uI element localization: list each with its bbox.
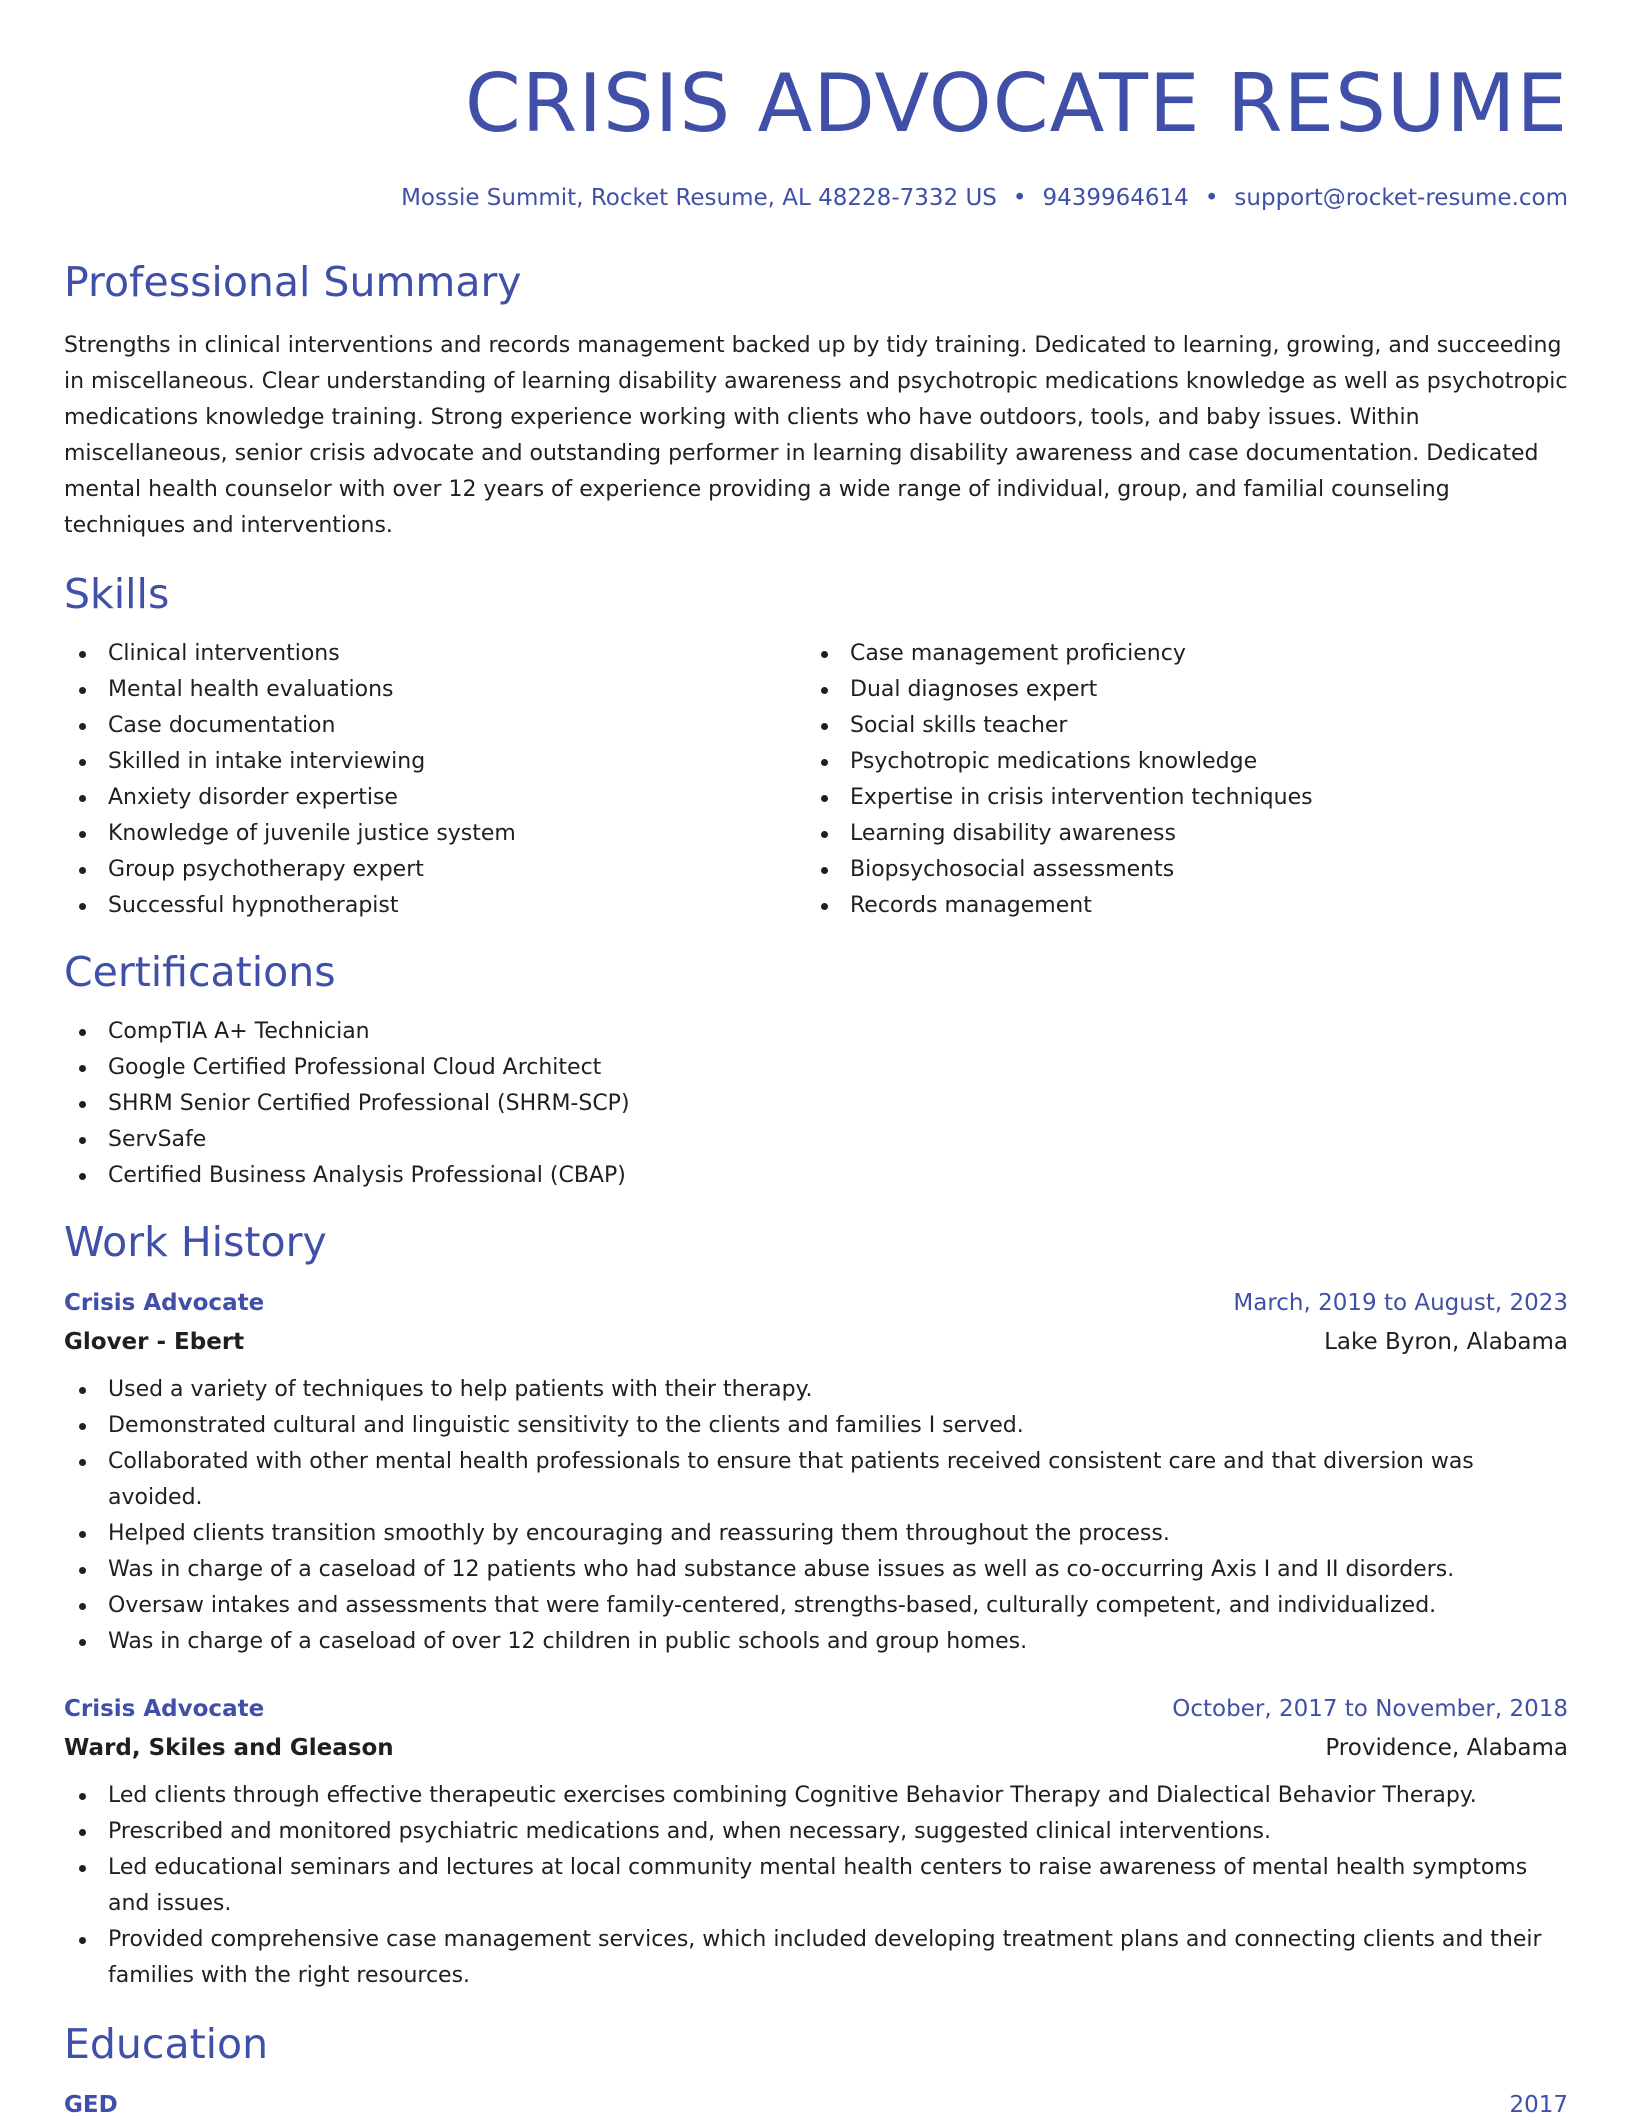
skill-item: Group psychotherapy expert [64,852,806,888]
education-heading: Education [64,2020,269,2068]
skills-heading: Skills [64,570,170,618]
duty-item: Demonstrated cultural and linguistic sensitivity to the clients and families I served. [64,1408,1568,1444]
skill-item: Anxiety disorder expertise [64,780,806,816]
resume-page [64,0,1568,2124]
contact-phone: 9439964614 [1042,185,1189,211]
education-degree: GED [64,2092,118,2118]
skill-item: Knowledge of juvenile justice system [64,816,806,852]
job-entry [64,1284,1568,1660]
skill-item: Case management proficiency [806,636,1548,672]
education-year: 2017 [1509,2092,1568,2118]
certification-item: Google Certified Professional Cloud Architect [64,1050,1568,1086]
work-history-heading: Work History [64,1218,327,1266]
job-location: Lake Byron, Alabama [1324,1329,1568,1355]
job-header-row [64,1690,1568,1728]
skill-item: Psychotropic medications knowledge [806,744,1548,780]
job-company: Ward, Skiles and Gleason [64,1735,394,1761]
job-dates: March, 2019 to August, 2023 [1233,1290,1568,1316]
contact-separator: • [1012,185,1027,211]
skill-item: Successful hypnotherapist [64,888,806,924]
skill-item: Learning disability awareness [806,816,1548,852]
skill-item: Skilled in intake interviewing [64,744,806,780]
job-title: Crisis Advocate [64,1290,265,1316]
duty-item: Led clients through effective therapeutic exercises combining Cognitive Behavior Therapy and Dialectical Behavior Therapy. [64,1778,1568,1814]
job-company-row [64,1322,1568,1362]
duty-item: Used a variety of techniques to help patients with their therapy. [64,1372,1568,1408]
job-duties [64,1778,1568,1994]
contact-address: Mossie Summit, Rocket Resume, AL 48228-7332 US [401,185,997,211]
summary-heading: Professional Summary [64,258,522,306]
certification-item: CompTIA A+ Technician [64,1014,1568,1050]
job-title: Crisis Advocate [64,1696,265,1722]
duty-item: Oversaw intakes and assessments that were family-centered, strengths-based, culturally competent, and individualized. [64,1588,1568,1624]
skills-right-column [806,636,1548,924]
duty-item: Was in charge of a caseload of 12 patients who had substance abuse issues as well as co-occurring Axis I and II disorders. [64,1552,1568,1588]
duty-item: Led educational seminars and lectures at local community mental health centers to raise awareness of mental health symptoms and issues. [64,1850,1568,1922]
job-duties [64,1372,1568,1660]
education-entry [64,2086,1568,2124]
job-company: Glover - Ebert [64,1329,245,1355]
job-entry [64,1690,1568,1994]
skills-left-column [64,636,806,924]
job-location: Providence, Alabama [1325,1735,1568,1761]
certifications-heading: Certifications [64,948,336,996]
job-company-row [64,1728,1568,1768]
contact-separator: • [1204,185,1219,211]
resume-title: CRISIS ADVOCATE RESUME [464,57,1568,150]
duty-item: Prescribed and monitored psychiatric medications and, when necessary, suggested clinical interventions. [64,1814,1568,1850]
skill-item: Case documentation [64,708,806,744]
job-dates: October, 2017 to November, 2018 [1172,1696,1568,1722]
skill-item: Records management [806,888,1548,924]
skills-grid [64,636,1568,924]
duty-item: Was in charge of a caseload of over 12 children in public schools and group homes. [64,1624,1568,1660]
skill-item: Mental health evaluations [64,672,806,708]
summary-text: Strengths in clinical interventions and records management backed up by tidy training. Dedicated to learning, growing, and succeeding in miscellaneous. Clear understanding of learning disability awareness and psychotropic medications knowledge as well as psychotropic medications knowledge training. Strong experience working with clients who have outdoors, tools, and baby issues. Within miscellaneous, senior crisis advocate and outstanding performer in learning disability awareness and case documentation. Dedicated mental health counselor with over 12 years of experience providing a wide range of individual, group, and familial counseling techniques and interventions. [64,333,1568,538]
duty-item: Collaborated with other mental health professionals to ensure that patients received consistent care and that diversion was avoided. [64,1444,1568,1516]
duty-item: Helped clients transition smoothly by encouraging and reassuring them throughout the process. [64,1516,1568,1552]
duty-item: Provided comprehensive case management services, which included developing treatment plans and connecting clients and their families with the right resources. [64,1922,1568,1994]
certification-item: Certified Business Analysis Professional (CBAP) [64,1158,1568,1194]
contact-email: support@rocket-resume.com [1234,185,1568,211]
skill-item: Clinical interventions [64,636,806,672]
certifications-list [64,1014,1568,1194]
certification-item: SHRM Senior Certified Professional (SHRM-SCP) [64,1086,1568,1122]
skill-item: Expertise in crisis intervention techniques [806,780,1548,816]
skill-item: Dual diagnoses expert [806,672,1548,708]
contact-line [64,182,1568,214]
skill-item: Biopsychosocial assessments [806,852,1548,888]
certification-item: ServSafe [64,1122,1568,1158]
skill-item: Social skills teacher [806,708,1548,744]
job-header-row [64,1284,1568,1322]
